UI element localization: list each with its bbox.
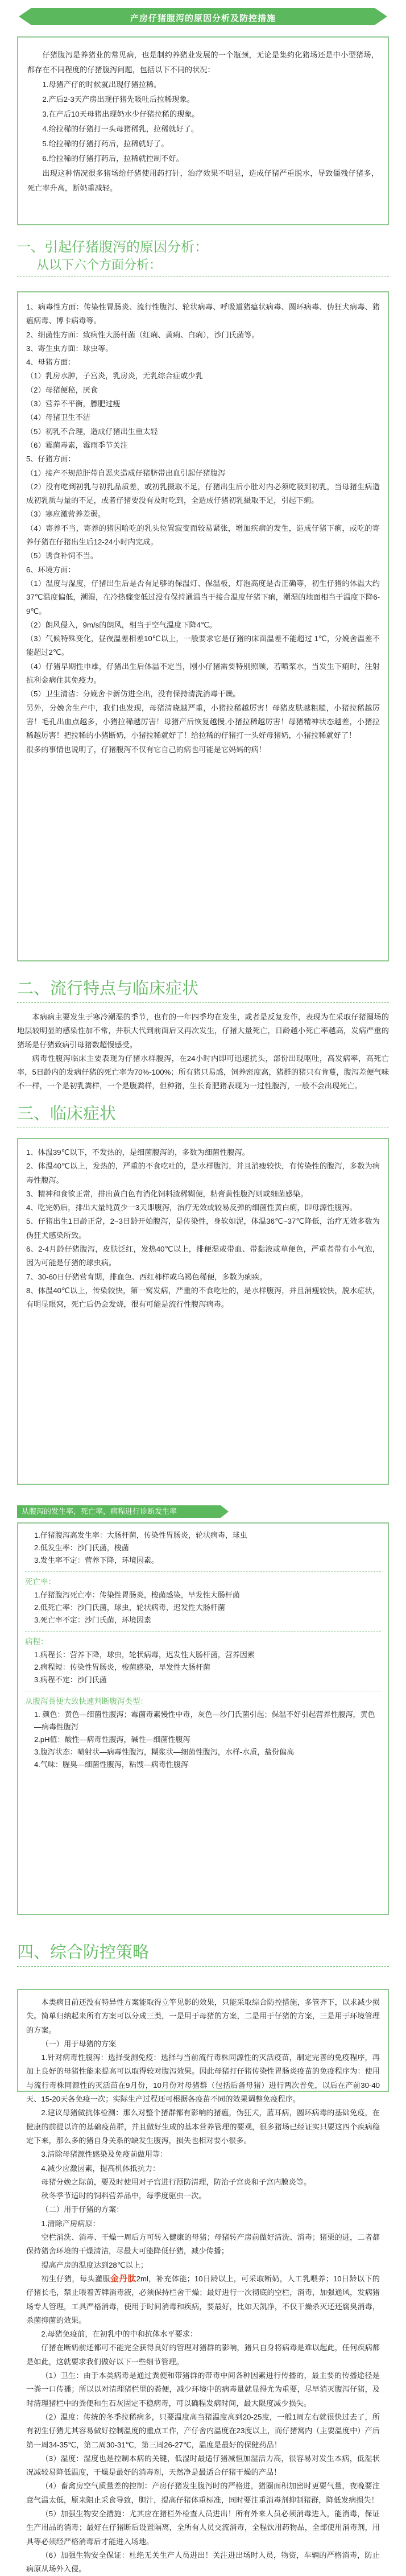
- diagnosis-group-title: 病程：: [25, 1637, 48, 1646]
- diagnosis-line: 3.死亡率不定：沙门氏菌，环境因素: [34, 1616, 151, 1624]
- diagnosis-line: 1.仔猪腹泻高发生率：大肠杆菌，传染性胃肠炎，轮状病毒，球虫: [34, 1531, 247, 1539]
- symptom-line: 5、仔猪出生1日龄正常，2~3日龄开始腹泻，是传染性，身软如泥，体温36℃~37℃降低，治疗无效多数为伪狂犬感染所致。: [26, 1217, 380, 1240]
- prevention-line: 仔猪在断奶前还都可不能完全获得良好的管理对猪群的影响，猪只自身将病毒是难以起此，任何疾病都是如此，这就要求我们做好以下一些细节管理。: [26, 2343, 380, 2366]
- cause-line: （4）寄养不当，寄养的猪因哈吃的乳头位置寂变而较易紧张，增加疾病的发生，造成仔猪下痢，或吃的寄养仔猪在仔猪出生后12-24小时内完成。: [26, 523, 380, 547]
- prevention-line: 3.清除母猪源性感染及免疫前做用等：: [41, 2150, 168, 2159]
- symptom-line: 1、体温39℃以下，不发热的，是细菌腹泻的，多数为细菌性腹泻。: [26, 1148, 250, 1157]
- cause-line: （1）温度与湿度，仔猪出生后是否有足够的保温灯、保温板，灯泡高度是否正确等，初生仔猪的体温大约37℃温度偏低，潮湿，在冷热骤变低过没有保持通温当于接合温度仔猪下痢，潮湿的地面相当于温度下降6-9℃。: [26, 579, 380, 616]
- epidemic-paragraph: 病毒性腹泻临床主要表现为仔猪水样腹泻，在24小时内即可迅速扰头，部份出现呕吐，高发病率，高死亡率，5日龄内的发病仔猪的死亡率为70%-100%；所有猪只易感，饲养密度高，猪群的猪只有肯蔓，腹泻差便气味不一样，一个是初乳粪样，一个是腹粪样，但种猪，生长育肥猪表现为一过性腹泻，一般不会出现死亡。: [17, 1054, 389, 1091]
- prevention-line: （6）加强生物安全保证：杜绝无关生产人员进出！关注进出场时人员，物资，车辆的严格消毒，防止病原从场外入侵。: [26, 2550, 380, 2574]
- diagnosis-line: 3.腹泻状态：喷射状—病毒性腹泻，糊浆状—细菌性腹泻，水样-水质，盐份偏高: [34, 1748, 295, 1756]
- intro-paragraph: 4.给拉稀的仔猪打一头母猪稀乳，拉稀就好了。: [42, 125, 199, 133]
- cause-line: （3）寒应激营养差弱。: [26, 510, 106, 519]
- intro-box: [17, 36, 389, 225]
- cause-line: 6、环境方面：: [26, 565, 76, 574]
- cause-line: （1）乳房水肿，子宫炎，乳房炎，无乳综合症或少乳: [26, 371, 203, 381]
- cause-line: （2）朗风侵入，9m/s的朗风，相当于空气温度下降4℃。: [26, 620, 217, 629]
- cause-line: 另外，分娩舍生产中，我们也发现，母猪清晓越严重，小猪拉稀越厉害！母猪皮肤越粗糙，小猪拉稀越厉害！毛孔出血点越多，小猪拉稀越厉害！母猪产后恢复越慢,小猪拉稀越厉害！母猪精神状态越差，小猪拉稀越厉害！把拉稀的小猪断奶，小猪拉稀就好了！给拉稀的仔猪打一头好母猪奶，小猪拉稀就好了！: [26, 703, 380, 740]
- cause-line: （2）母猪便秘，厌食: [26, 385, 98, 394]
- diagnosis-group-title: 从腹泻粪便大致快速判断腹泻类型：: [25, 1697, 148, 1706]
- intro-paragraph: 3.在产后10天母猪出现奶水少仔猪拉稀的现象。: [42, 110, 200, 118]
- section4-heading: [17, 1942, 389, 1967]
- diagnosis-group: [25, 1635, 381, 1686]
- intro-paragraph: 5.给拉稀的仔猪打药后，拉稀就好了。: [42, 139, 169, 148]
- diagnosis-line: 3.发生率不定：营养下降，环境因素。: [34, 1556, 159, 1564]
- symptom-line: 6、2-4月龄仔猪腹泻，皮肤泛红，发热40℃以上，排便湿或带血、带黏液或草便色，严重者带有小气泡，因为可能是仔猪的球虫病。: [26, 1245, 380, 1268]
- diagnosis-tab: 从腹泻的发生率，死亡率，病程进行诊断发生率: [17, 1505, 221, 1518]
- diagnosis-line: 1.仔猪腹泻死亡率：传染性胃肠炎，梭菌感染，早发性大肠杆菌: [34, 1591, 240, 1599]
- section2-title: 二、流行特点与临床症状: [17, 980, 199, 998]
- cause-line: 3、寄生虫方面：球虫等。: [26, 344, 113, 353]
- symptom-line: 7、30-60日仔猪营育期，排血色、西红柿样或乌褐色稀便，多数为痢疾。: [26, 1272, 267, 1281]
- epidemic-paragraph: 本病病主要发生于寒冷潮湿的季节，也有的一年四季均在发生，或者是反复发作，表现为在采取仔猪圈场的地层较明显的感染性加不常，并积大代到前面后又再次发生，仔猪大量死亡，日龄越小死亡率越高，发病严重的猪场是仔猪致病引母猪数超慢感受。: [17, 1013, 389, 1049]
- prevention-line: 2.建议母猪做抗体检测：那么对整个猪群都有影响的猪瘟，伪狂犬，蓝耳病，圆环病毒的基础免疫，在健康的前提以许的基础疫苗群，并且做好生成的基本营养管理的要观，很多猪场已经证实只要这四个疾病稳定下来，那么多的猪自身关系的缺发生腹泻，损失也相对要小很多。: [26, 2108, 380, 2145]
- prevention-line: （1）卫生：由于本类病毒是通过粪便和带猪群的带毒中间各种因素进行传播的，最主要的传播途径是一粪一口传播；所以以对清理猪栏里的粪便，减少环境中的病毒量就显得尤为重要，尽早消灭腹泻仔猪，及时清理猪栏中的粪便和生石灰固定不稳病毒，可以确程发病时间，最大限度减少损失。: [26, 2371, 380, 2408]
- cause-line: 5、仔猪方面：: [26, 455, 76, 464]
- cause-line: （3）气候特殊变化，昼夜温差相差10℃以上，一般要求它是仔猪的床面温差不能超过 1℃，分娩舍温差不能超过2℃。: [26, 634, 380, 657]
- diagnosis-line: 2.低发生率：沙门氏菌，梭菌: [34, 1543, 129, 1552]
- diagnosis-line: 1.病程长：营养下降，球虫，轮状病毒，迟发性大肠杆菌，营养因素: [34, 1650, 255, 1659]
- cause-line: 很多的事情也说明了，仔猪腹泻不仅有它自己的病也可能是它妈妈的病！: [26, 745, 266, 754]
- intro-paragraph: 2.产后2-3天产房出现仔猪先吸吐后拉稀现象。: [42, 95, 194, 104]
- prevention-line: 空栏消洗、消毒、干燥一周后方可转入健康的母猪；母猪转产房前做好清洗、消毒；猪栗的进，二者都保持猪舍环境的干燥清洁，尽最大可能降低仔猪，减少传播；: [26, 2233, 380, 2256]
- banner-title: 产房仔猪腹泻的原因分析及防控措施: [130, 14, 276, 23]
- diagnosis-group: [25, 1575, 381, 1626]
- cause-line: 4、母猪方面：: [26, 358, 76, 367]
- section1-title: 一、引起仔猪腹泻的原因分析：: [17, 240, 208, 255]
- symptoms-box: [17, 1138, 389, 1485]
- epidemic-text: [17, 1010, 389, 1093]
- prevention-line: 初生仔猪，每头灌服金丹肽2ml，补充体能；10日龄以上，可采取断奶，人工乳喂养；10日龄以下的仔猪长毛，禁止喂着苦牌消毒液，必须保持栏舍干燥；最好进行一次彻底的空栏，消毒，加强通风，发病猪场专人管理，工具严格消毒，使用于时间消毒和疾病，要最好，比如天凯净，不仅干燥杀灭还还腐臭消毒，杀菌抑菌的效果。: [26, 2273, 380, 2325]
- causes-box: [17, 291, 389, 961]
- section2-divider: [17, 1002, 389, 1003]
- diagnosis-group: [25, 1529, 381, 1567]
- product-highlight: 金丹肽: [110, 2273, 136, 2284]
- section4-title: 四、综合防控策略: [17, 1943, 150, 1962]
- diagnosis-separator: [25, 1571, 381, 1572]
- prevention-line: 提高产房的温度达到28℃以上；: [41, 2260, 148, 2269]
- diagnosis-group-title: 死亡率：: [25, 1578, 56, 1586]
- symptom-line: 4、吃完奶后，排出大量纯黄少一3天即腹泻，治疗无效或较易反弹的细菌性黄白痢，即母源性腹泻。: [26, 1203, 357, 1212]
- cause-line: （3）营养不平衡，膘肥过瘦: [26, 399, 121, 408]
- intro-paragraph: 仔猪腹泻是养猪业的常见病，也是制约养猪业发展的一个瓶颈，无论是集约化猪场还是中小型猪场，都存在不同程度的仔猪腹泻问题，包括以下不同的状况：: [27, 51, 379, 74]
- cause-line: （4）仔猪早期性申雄，仔猪出生后体温不定当，刚小仔猪需要特别照顾，若喷浆水，当发生下痢时，注射抗利金病住其免疫力。: [26, 662, 380, 685]
- intro-paragraph: 出现这种情况很多猪场给仔猪使用药打针，治疗效果不明显，造成仔猪严重脱水，导致僵残仔猪多，死亡率升高，断奶重减轻。: [27, 169, 379, 192]
- section3-title: 三、临床症状: [17, 1105, 117, 1123]
- prevention-line: （一）用于母猪的方案: [41, 2039, 117, 2048]
- diagnosis-line: 2.低死亡率：沙门氏菌，球虫，轮状病毒，迟发性大肠杆菌: [34, 1603, 225, 1612]
- diagnosis-group: [25, 1695, 381, 1771]
- section4-divider: [17, 1966, 389, 1967]
- cause-line: 2、细菌性方面：致病性大肠杆菌（红痢、黄痢、白痢），沙门氏菌等。: [26, 330, 259, 339]
- prevention-line: 母猪分娩之际前，要及时使用对子宫进行预防清理，防治子宫炎和子宫内膜炎等。: [41, 2177, 312, 2186]
- section3-heading: [17, 1104, 389, 1128]
- prevention-box: [17, 1989, 389, 2574]
- diagnosis-line: 1. 颜色：黄色—细菌性腹泻；霉菌毒素慢性中毒，灰色—沙门氏菌引起；保温不好引起营养性腹泻，黄色—病毒性腹泻: [34, 1710, 375, 1731]
- cause-line: （5）初乳不合理，造成仔猪出生重太轻: [26, 427, 158, 436]
- prevention-line: 4.减少应激因素，提高机体抵抗力：: [41, 2164, 160, 2173]
- cause-line: （5）卫生清洁：分娩舍卡新仿进全出，没有保持清洗消毒干燥。: [26, 690, 241, 699]
- intro-paragraph: 6.给拉稀的仔猪打药后，拉稀就控制不好。: [42, 154, 184, 163]
- diagnosis-line: 2.pH值：酸性—病毒性腹泻，碱性—细菌性腹泻: [34, 1735, 190, 1744]
- top-banner: [0, 0, 406, 32]
- prevention-line: 2.母猪免疫前，在初乳中的中和抗体水平要求：: [41, 2330, 198, 2339]
- diagnosis-line: 4.气味：腥臭—细菌性腹泻，粘馊—病毒性腹泻: [34, 1760, 188, 1769]
- cause-line: （1）接产不规范肝带自恶夹造成仔猪脐带出血引起仔猪腹泻: [26, 468, 226, 477]
- prevention-line: 秋冬季节适时的饲料营养品中，每季度驱虫一次。: [41, 2191, 206, 2201]
- cause-line: 1、病毒性方面：传染性胃肠炎、流行性腹泻、轮状病毒、呼吸道猪瘟状病毒、圆环病毒、伪狂犬病毒、猪瘟病毒、博卡病毒等。: [26, 303, 380, 325]
- prevention-line: （2）温度：传统的冬季拉稀病多，只要温度高当猪温度高到20-25度，一般1周左右就很快过去了，所有初生仔猪尤其容易做好控制温度的重点工作，产仔舍内温度在23度以上，而仔猪窝内（主要温度中）产后第一周34-35℃，第二周30-31℃，第三周26-27℃，温度是最好的保健药品！: [26, 2412, 380, 2449]
- prevention-line: （3）湿度：湿度也是控制本病的关键，低湿时最适仔猪减恒加湿活力高，很容易对发生本病，低湿状况减较易降低温度，干燥是最好的消毒剂，天然净是最适合仔猪干燥的产品！: [26, 2454, 380, 2477]
- diagnosis-line: 3.病程不定：沙门氏菌: [34, 1675, 107, 1684]
- banner-bar: [31, 8, 375, 25]
- section2-heading: [17, 979, 389, 1003]
- prevention-lead: 本类病目前还没有特异性方案能取得立竿见影的效果，只能采取综合防控措施，多管齐下，以求减少损失。简单归纳起来所有方案可以分成三类，一是用于母猪的方案，二是用于仔猪的方案，三是用于环境管理的方案。: [26, 1998, 380, 2034]
- symptom-line: 8、体温40℃以上，传染较快，第一窝发病，严重的不食吃吐的，是水样腹泻，并且消瘦较快，脱水症状，有明显眼窝，死亡后仍会发烧，很有可能是流行性腹泻病毒。: [26, 1286, 380, 1309]
- section1-heading: [17, 239, 389, 273]
- diagnosis-box: [17, 1522, 389, 1915]
- prevention-line: 1.针对病毒性腹泻：选择受测免疫：选择与当前流行毒株同源性的灭活疫苗，制定完善的免疫程序，再加上良好的母猪性能来提高可以取得较对腹泻效果。因此母猪打仔猪传染性胃肠炎疫苗的免疫程序为：使用与流行毒株同源性的灭活苗在9月份，10月份对母猪群（包括后备母猪）进行两次普免，以后在产前30-40天、15-20天各免疫一次；实际生产过程还可根据各疫苗不同的效果调整免疫程序。: [26, 2053, 380, 2104]
- symptom-line: 2、体温40℃以上，发热的，严重的不食吃吐的，是水样腹泻，并且消瘦较快，有传染性的腹泻，多数为病毒性腹泻。: [26, 1162, 380, 1184]
- section1-subtitle: 从以下六个方面分析：: [36, 258, 162, 272]
- prevention-line: （4）畜禽房空气质量差的控制：产房仔猪发生腹泻时的严格进，猪圈面积加密时更要气量，夜晚要注意气温太低，原来阻止采食导致，胆汁，提高仔猪体重标准，同时要注重消毒剂抑制猪群，降低发病损失！: [26, 2482, 380, 2504]
- symptom-line: 3、精神和食欲正常，排出黄白色有消化饲料渣稀糊便，粘膏黄性腹泻则或细菌感染。: [26, 1189, 308, 1198]
- cause-line: （4）母猪卫生不洁: [26, 413, 90, 422]
- diagnosis-line: 2.病程短：传染性胃肠炎，梭菌感染，早发性大肠杆菌: [34, 1663, 210, 1671]
- cause-line: （2）没有吃到初乳与初乳品质差，或初乳摄取不足，仔猪出生后小肚对内必须吃吸到初乳，当母猪生病造成初乳质与量的不足，或者仔猪要没有及时吃到，全造成仔猪初乳摄取不足，引起下痢。: [26, 482, 380, 505]
- prevention-line: （二）用于仔猪的方案：: [41, 2205, 124, 2214]
- prevention-line: （5）加强生物安全措施：尤其应在猪栏外检查人员进出！所有外来人员必须消毒进入，能消毒，保证生产用品的消毒；最好在仔猪断后设置隔离，全所有人员交流消毒，全程饮用药物品，全部使用消毒剂，用具等必须经严格消毒后才能进入场地。: [26, 2509, 380, 2546]
- prevention-line: 1.清除产房病原：: [41, 2219, 100, 2228]
- diagnosis-separator: [25, 1631, 381, 1632]
- intro-paragraph: 1.母猪产仔的时候就出现仔猪拉稀。: [42, 80, 161, 89]
- cause-line: （6）霉菌毒素，霉雨季节关注: [26, 440, 128, 449]
- cause-line: （5）诱食补饲不当。: [26, 551, 98, 560]
